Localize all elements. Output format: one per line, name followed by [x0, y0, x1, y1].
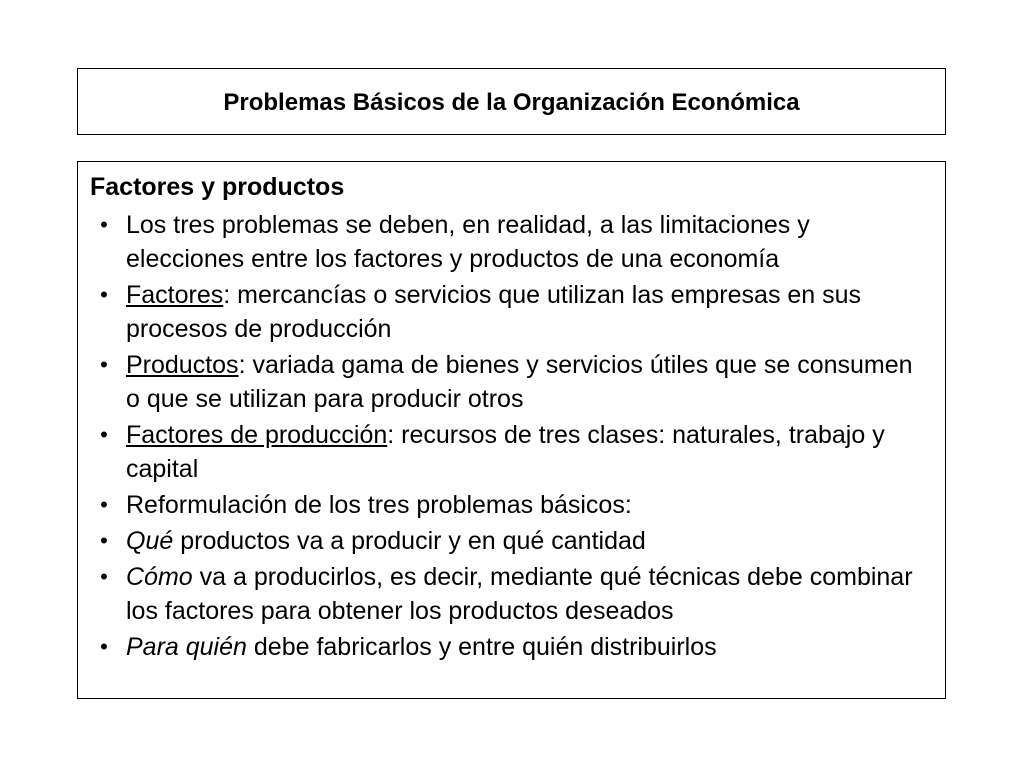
item-term: Para quién: [126, 633, 247, 661]
item-text: : mercancías o servicios que utilizan las empresas en sus procesos de producción: [126, 281, 862, 343]
item-text: : recursos de tres clases: naturales, trabajo y capital: [126, 421, 885, 483]
bullet-icon: •: [100, 492, 108, 517]
bullet-icon: •: [100, 212, 108, 237]
list-item: [90, 488, 933, 522]
item-term: Productos: [126, 351, 239, 379]
list-item: [90, 418, 933, 486]
item-text: Los tres problemas se deben, en realidad, a las limitaciones y elecciones entre los factores y productos de una economía: [126, 211, 810, 273]
bullet-icon: •: [100, 634, 108, 659]
item-term: Qué: [126, 527, 174, 555]
list-item: [90, 348, 933, 416]
section-heading: Factores y productos: [90, 173, 345, 201]
bullet-icon: •: [100, 282, 108, 307]
content-box: [77, 161, 946, 699]
list-item: [90, 208, 933, 276]
item-text: debe fabricarlos y entre quién distribuirlos: [246, 633, 717, 661]
bullet-list: [90, 208, 933, 664]
bullet-icon: •: [100, 352, 108, 377]
list-item: [90, 560, 933, 628]
bullet-icon: •: [100, 528, 108, 553]
title-box: [77, 68, 946, 135]
bullet-icon: •: [100, 422, 108, 447]
page-title: Problemas Básicos de la Organización Económica: [223, 88, 800, 116]
list-item: [90, 524, 933, 558]
item-term: Factores: [126, 281, 224, 309]
item-text: va a producirlos, es decir, mediante qué técnicas debe combinar los factores para obtener los productos deseados: [126, 563, 913, 625]
item-text: : variada gama de bienes y servicios útiles que se consumen o que se utilizan para producir otros: [126, 351, 913, 413]
list-item: [90, 630, 933, 664]
bullet-icon: •: [100, 564, 108, 589]
item-text: Reformulación de los tres problemas básicos:: [126, 491, 632, 519]
item-text: productos va a producir y en qué cantidad: [173, 527, 646, 555]
list-item: [90, 278, 933, 346]
item-term: Cómo: [126, 563, 193, 591]
item-term: Factores de producción: [126, 421, 388, 449]
